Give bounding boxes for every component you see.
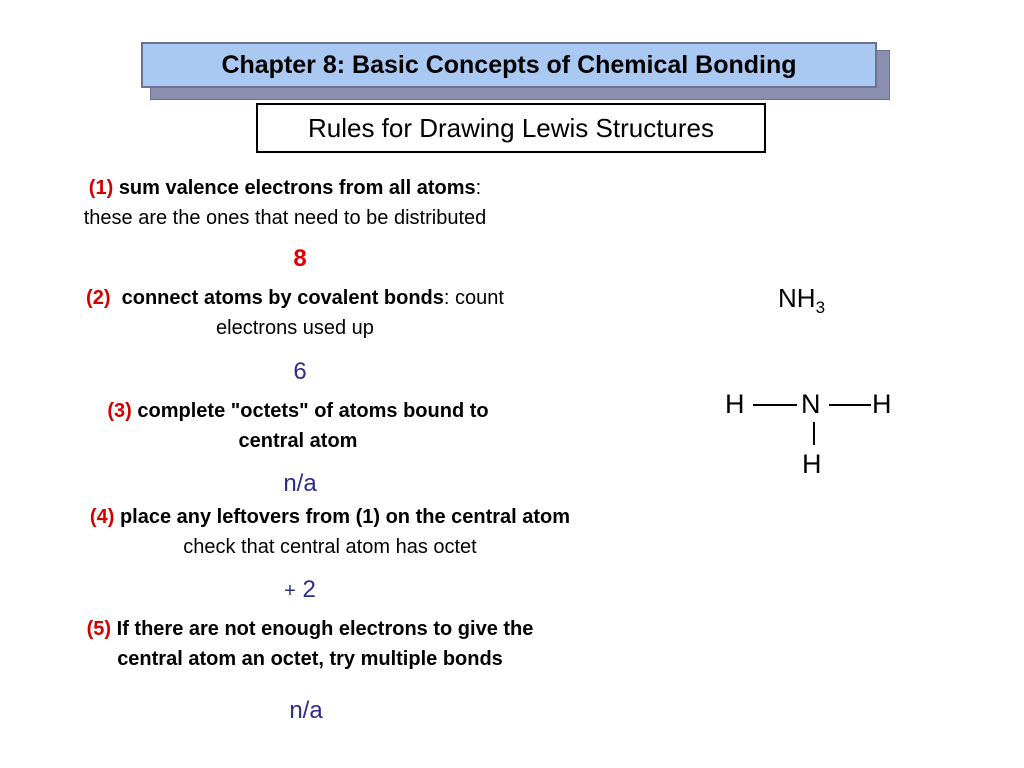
step-number: (5) bbox=[86, 618, 112, 640]
step-1-line-2: these are the ones that need to be distributed bbox=[83, 207, 487, 229]
step-3-line-2: central atom bbox=[238, 430, 358, 452]
value-step-1: 8 bbox=[293, 245, 307, 272]
bond-right bbox=[829, 404, 871, 406]
value-step-4 bbox=[250, 576, 350, 604]
step-5 bbox=[10, 614, 610, 674]
atom-n-center: N bbox=[801, 389, 821, 419]
value-step-3: n/a bbox=[283, 470, 317, 497]
step-number: (4) bbox=[89, 506, 115, 528]
lewis-structure bbox=[720, 388, 900, 483]
atom-h-bottom: H bbox=[802, 449, 822, 479]
step-text-rest: : bbox=[475, 177, 482, 199]
formula-main: NH bbox=[778, 283, 816, 313]
bond-left bbox=[753, 404, 797, 406]
step-text-bold: connect atoms by covalent bonds bbox=[121, 287, 444, 309]
step-4 bbox=[15, 502, 645, 562]
step-2-line-1 bbox=[20, 283, 570, 313]
step-3 bbox=[18, 396, 578, 456]
value-step-2: 6 bbox=[293, 358, 307, 385]
step-4-line-1 bbox=[15, 502, 645, 532]
atom-h-right: H bbox=[872, 389, 892, 419]
step-2-line-2: electrons used up bbox=[216, 317, 374, 339]
step-text-bold: complete "octets" of atoms bound to bbox=[137, 400, 489, 422]
formula-subscript: 3 bbox=[815, 298, 826, 318]
plus-sign: + bbox=[284, 580, 296, 602]
step-3-line-1 bbox=[18, 396, 578, 426]
bond-bottom bbox=[813, 422, 815, 445]
slide-subtitle: Rules for Drawing Lewis Structures bbox=[256, 103, 766, 153]
step-text-bold: If there are not enough electrons to give the bbox=[116, 618, 534, 640]
value-step-5: n/a bbox=[289, 697, 323, 724]
molecule-formula bbox=[778, 283, 825, 318]
atom-h-left: H bbox=[725, 389, 745, 419]
title-banner bbox=[141, 42, 877, 88]
step-number: (1) bbox=[88, 177, 114, 199]
step-number: (2) bbox=[86, 287, 111, 309]
step-5-line-1 bbox=[10, 614, 610, 644]
step-text-bold: place any leftovers from (1) on the central atom bbox=[119, 506, 571, 528]
step-2 bbox=[20, 283, 570, 343]
step-text-bold: sum valence electrons from all atoms bbox=[118, 177, 476, 199]
step-1 bbox=[15, 173, 555, 233]
leftover-count: 2 bbox=[302, 576, 316, 603]
step-4-line-2: check that central atom has octet bbox=[183, 536, 477, 558]
step-5-line-2: central atom an octet, try multiple bonds bbox=[117, 648, 503, 670]
slide-title: Chapter 8: Basic Concepts of Chemical Bonding bbox=[141, 42, 877, 88]
step-text-rest: : count bbox=[443, 287, 504, 309]
step-number: (3) bbox=[107, 400, 132, 422]
step-1-line-1 bbox=[15, 173, 555, 203]
